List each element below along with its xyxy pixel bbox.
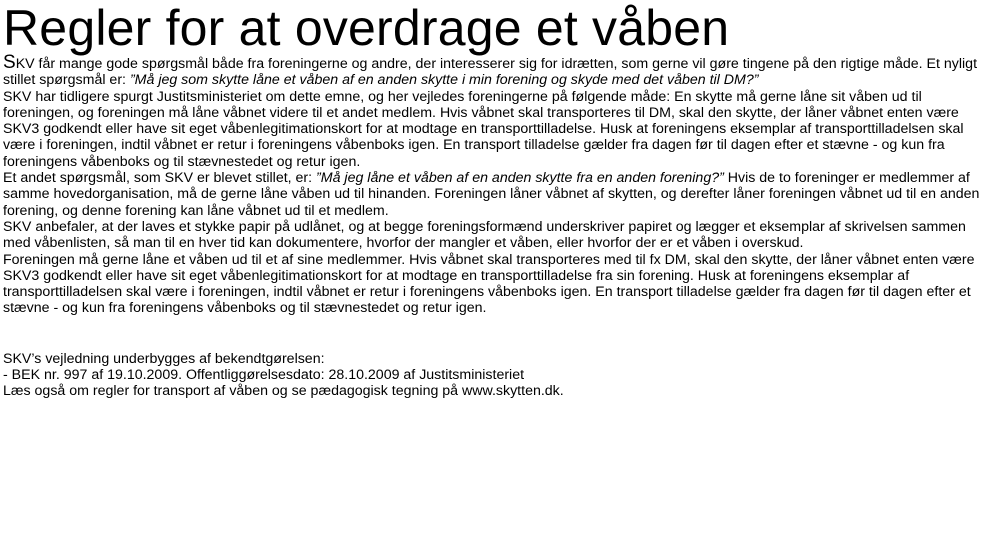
paragraph-other-club-text-a: Et andet spørgsmål, som SKV er blevet stillet, er:	[3, 170, 317, 187]
section-spacer	[3, 317, 988, 351]
footer-guidance: SKV’s vejledning underbygges af bekendtgørelsen:	[3, 350, 325, 367]
dropcap-letter: S	[3, 52, 16, 73]
paragraph-other-club-quote: ”Må jeg låne et våben af en anden skytte fra en anden forening?”	[316, 170, 724, 187]
footer-regulation-reference: - BEK nr. 997 af 19.10.2009. Offentliggørelsesdato: 28.10.2009 af Justitsministeriet	[3, 367, 525, 384]
paragraph-intro-quote: ”Må jeg som skytte låne et våben af en anden skytte i min forening og skyde med det våben til DM?”	[129, 72, 759, 89]
paragraph-other-club	[3, 170, 988, 219]
paragraph-intro-text: KV får mange gode spørgsmål både fra foreningerne og andre, der interesserer sig for idrætten, som gerne vil gøre tingene på den rigtige måde. Et nyligt stillet spørgsmål er:	[3, 56, 978, 89]
article-body	[3, 52, 988, 400]
paragraph-intro	[3, 52, 988, 89]
page-title: Regler for at overdrage et våben	[3, 0, 730, 56]
paragraph-other-club-text-b: Hvis de to foreninger er medlemmer af samme hovedorganisation, må de gerne låne våben ud til hinanden. Foreningen låner våbnet af skytten, og derefter låner foreningen våbnet ud til en anden forening, og denne forening kan låne våbnet ud til et medlem.	[3, 170, 980, 219]
paragraph-justice-ministry: SKV har tidligere spurgt Justitsministeriet om dette emne, og her vejledes foreningerne på følgende måde: En skytte må gerne låne sit våben ud til foreningen, og foreningen må låne våbnet videre til et andet medlem. Hvis våbnet skal transporteres til DM, skal den skytte, der låner våbnet enten være SKV3 godkendt eller have sit eget våbenlegitimationskort for at modtage en transporttilladelse. Husk at foreningens eksemplar af transporttilladelsen skal være i foreningen, indtil våbnet er retur i foreningens våbenboks igen. En transport tilladelse gælder fra dagen før til dagen efter et stævne - og kun fra foreningens våbenboks og til stævnestedet og retur igen.	[3, 88, 964, 170]
paragraph-club-lending: Foreningen må gerne låne et våben ud til et af sine medlemmer. Hvis våbnet skal transporteres med til fx DM, skal den skytte, der låner våbnet enten være SKV3 godkendt eller have sit eget våbenlegitimationskort for at modtage en transporttilladelse fra sin forening. Husk at foreningens eksemplar af transporttilladelsen skal være i foreningen, indtil våbnet er retur i foreningens våbenboks igen. En transport tilladelse gælder fra dagen før til dagen efter et stævne - og kun fra foreningens våbenboks og til stævnestedet og retur igen.	[3, 251, 975, 317]
footer-more-info: Læs også om regler for transport af våben og se pædagogisk tegning på www.skytten.dk.	[3, 383, 564, 400]
paragraph-recommendation: SKV anbefaler, at der laves et stykke papir på udlånet, og at begge foreningsformænd underskriver papiret og lægger et eksemplar af skrivelsen sammen med våbenlisten, så man til en hver tid kan dokumentere, hvorfor der mangler et våben, eller hvorfor der er et våben i overskud.	[3, 218, 966, 252]
